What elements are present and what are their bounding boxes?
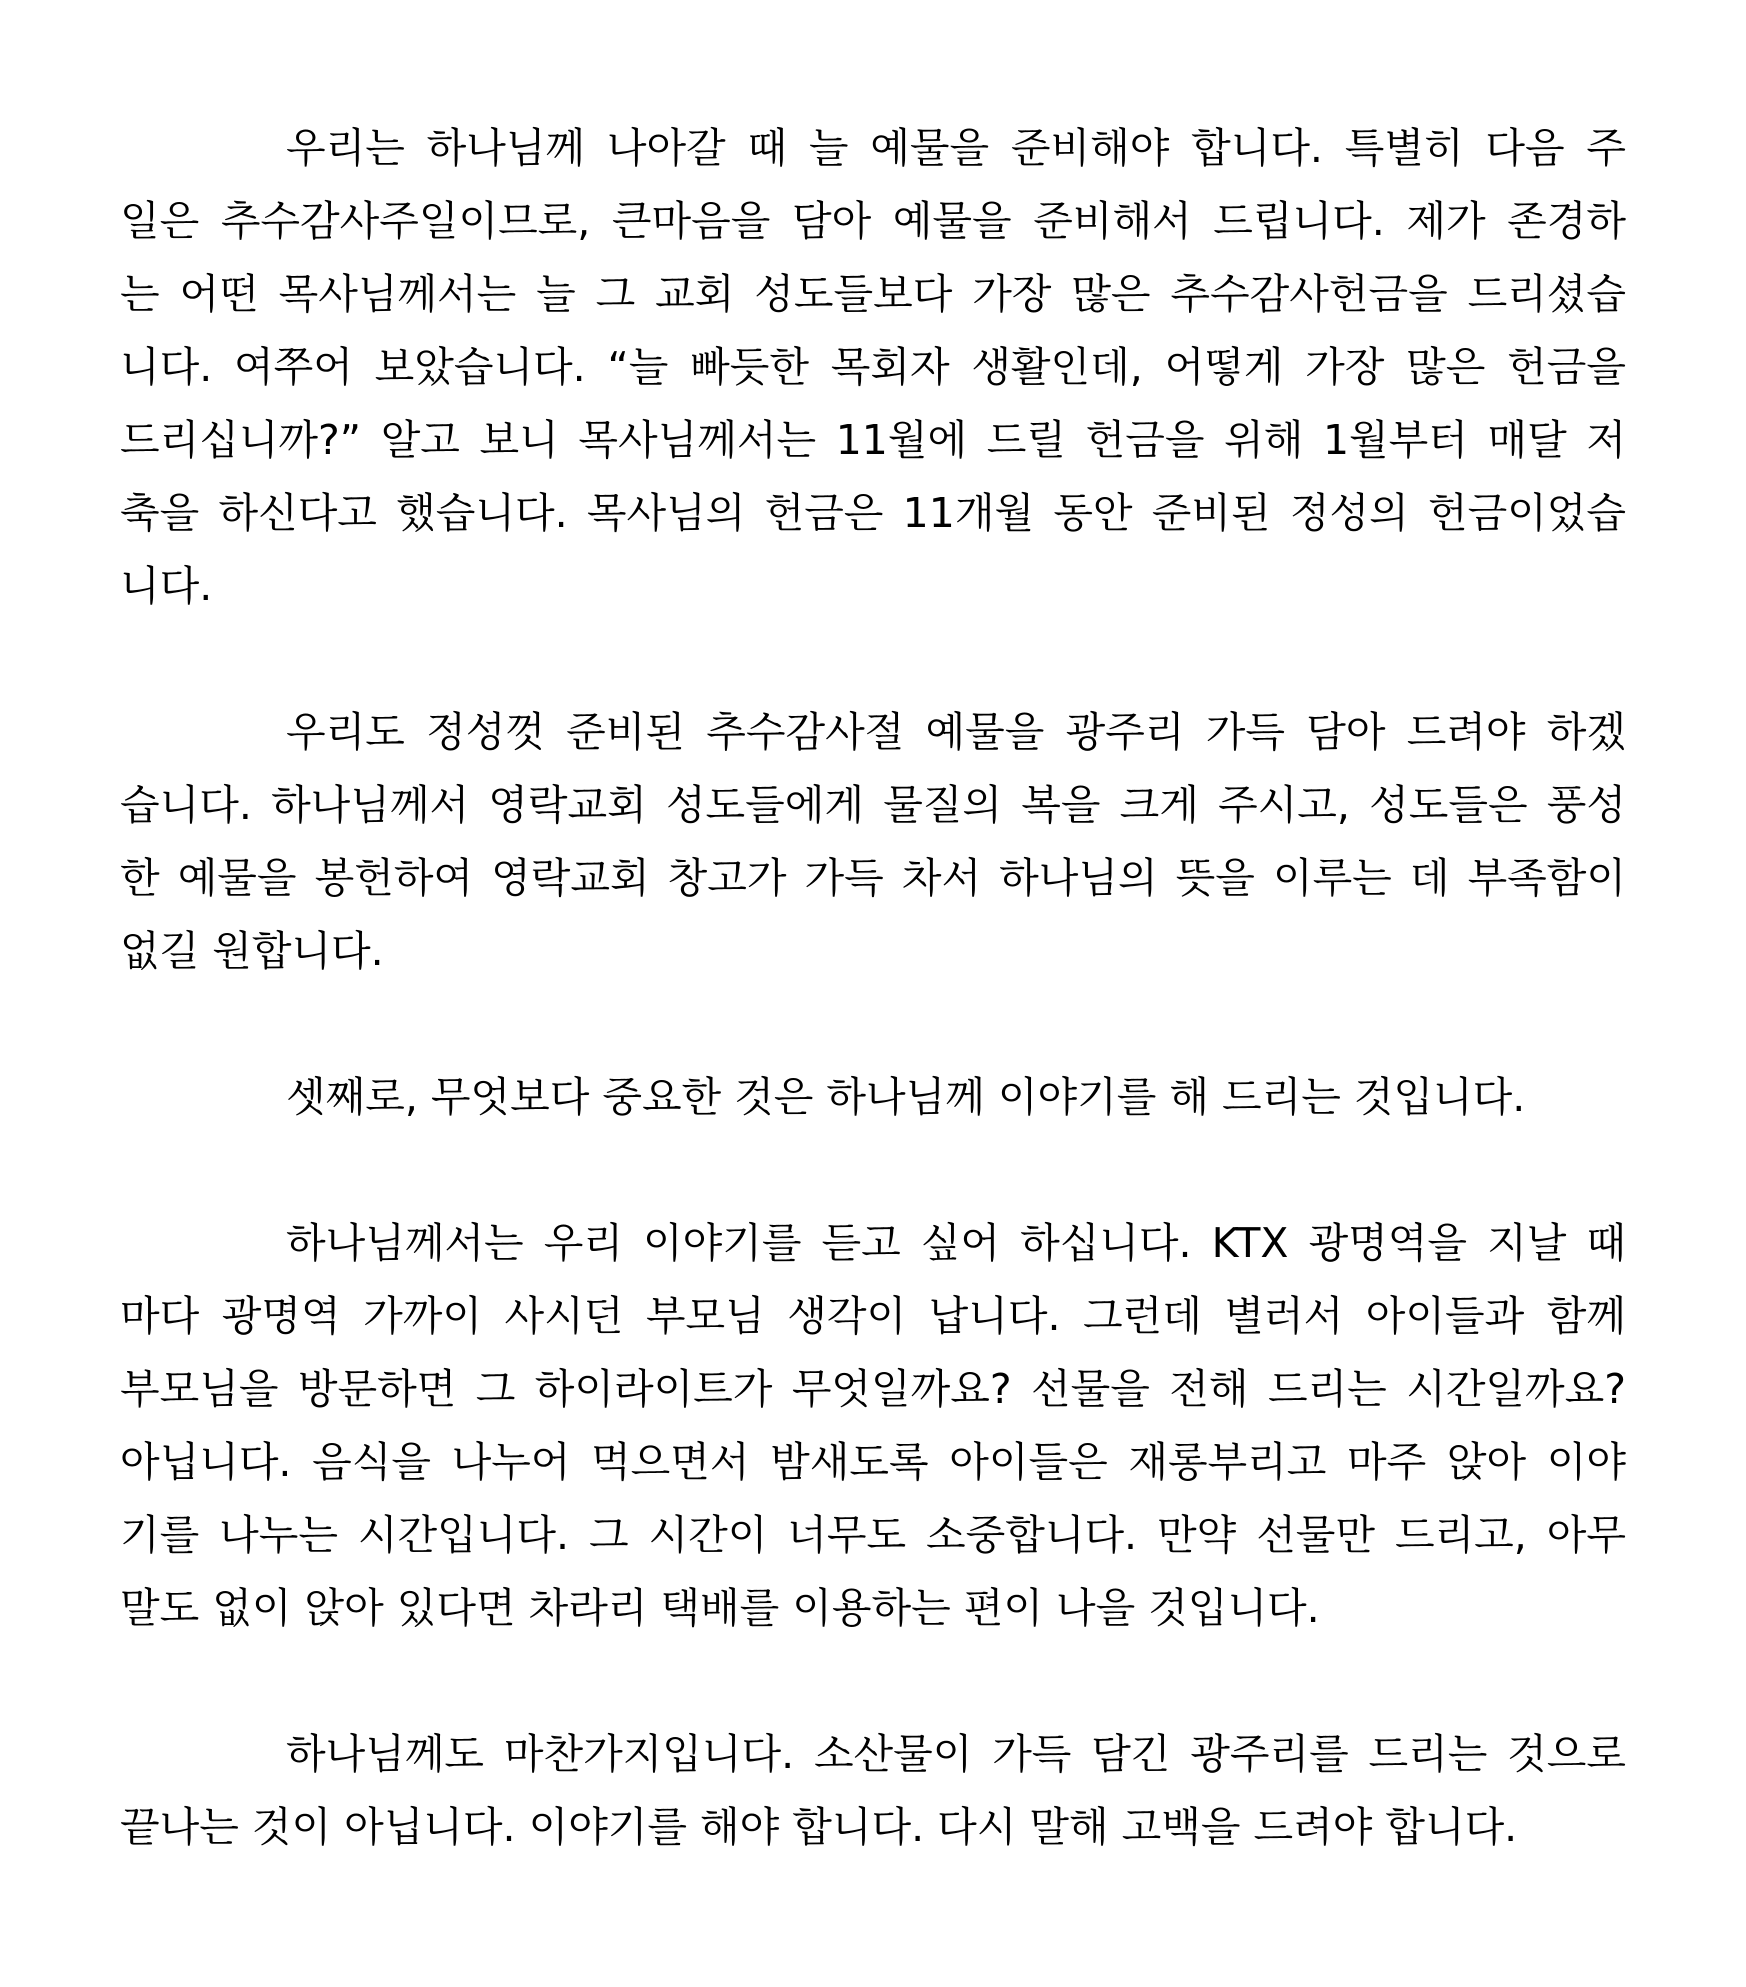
text-line: 아닙니다. 음식을 나누어 먹으면서 밤새도록 아이들은 재롱부리고 마주 앉아 이야 [120, 1438, 1626, 1486]
text-line: 하나님께도 마찬가지입니다. 소산물이 가득 담긴 광주리를 드리는 것으로 [286, 1730, 1626, 1778]
text-line: 드리십니까?” 알고 보니 목사님께서는 11월에 드릴 헌금을 위해 1월부터 매달 저 [120, 416, 1626, 464]
text-line: 한 예물을 봉헌하여 영락교회 창고가 가득 차서 하나님의 뜻을 이루는 데 부족함이 [120, 854, 1626, 902]
text-line: 일은 추수감사주일이므로, 큰마음을 담아 예물을 준비해서 드립니다. 제가 존경하 [120, 197, 1626, 245]
text-line: 마다 광명역 가까이 사시던 부모님 생각이 납니다. 그런데 별러서 아이들과 함께 [120, 1292, 1626, 1340]
text-line: 니다. 여쭈어 보았습니다. “늘 빠듯한 목회자 생활인데, 어떻게 가장 많은 헌금을 [120, 343, 1626, 391]
text-line: 말도 없이 앉아 있다면 차라리 택배를 이용하는 편이 나을 것입니다. [120, 1584, 1320, 1632]
text-line: 축을 하신다고 했습니다. 목사님의 헌금은 11개월 동안 준비된 정성의 헌금이었습 [120, 489, 1626, 537]
paragraph-4 [120, 1207, 1626, 1645]
text-line: 습니다. 하나님께서 영락교회 성도들에게 물질의 복을 크게 주시고, 성도들은 풍성 [120, 781, 1626, 829]
text-line: 기를 나누는 시간입니다. 그 시간이 너무도 소중합니다. 만약 선물만 드리고, 아무 [120, 1511, 1626, 1559]
text-line: 하나님께서는 우리 이야기를 듣고 싶어 하십니다. KTX 광명역을 지날 때 [286, 1219, 1626, 1267]
paragraph-2 [120, 696, 1626, 988]
text-line: 끝나는 것이 아닙니다. 이야기를 해야 합니다. 다시 말해 고백을 드려야 합니다. [120, 1803, 1518, 1851]
paragraph-5 [120, 1718, 1626, 1864]
paragraph-1 [120, 112, 1626, 623]
document-body [120, 112, 1626, 1864]
text-line: 우리는 하나님께 나아갈 때 늘 예물을 준비해야 합니다. 특별히 다음 주 [286, 124, 1626, 172]
paragraph-3 [120, 1061, 1626, 1134]
text-line: 부모님을 방문하면 그 하이라이트가 무엇일까요? 선물을 전해 드리는 시간일까요? [120, 1365, 1626, 1413]
text-line: 는 어떤 목사님께서는 늘 그 교회 성도들보다 가장 많은 추수감사헌금을 드리셨습 [120, 270, 1626, 318]
text-line: 우리도 정성껏 준비된 추수감사절 예물을 광주리 가득 담아 드려야 하겠 [286, 708, 1626, 756]
text-line: 없길 원합니다. [120, 927, 384, 975]
text-line: 니다. [120, 562, 213, 610]
text-line: 셋째로, 무엇보다 중요한 것은 하나님께 이야기를 해 드리는 것입니다. [286, 1073, 1526, 1121]
